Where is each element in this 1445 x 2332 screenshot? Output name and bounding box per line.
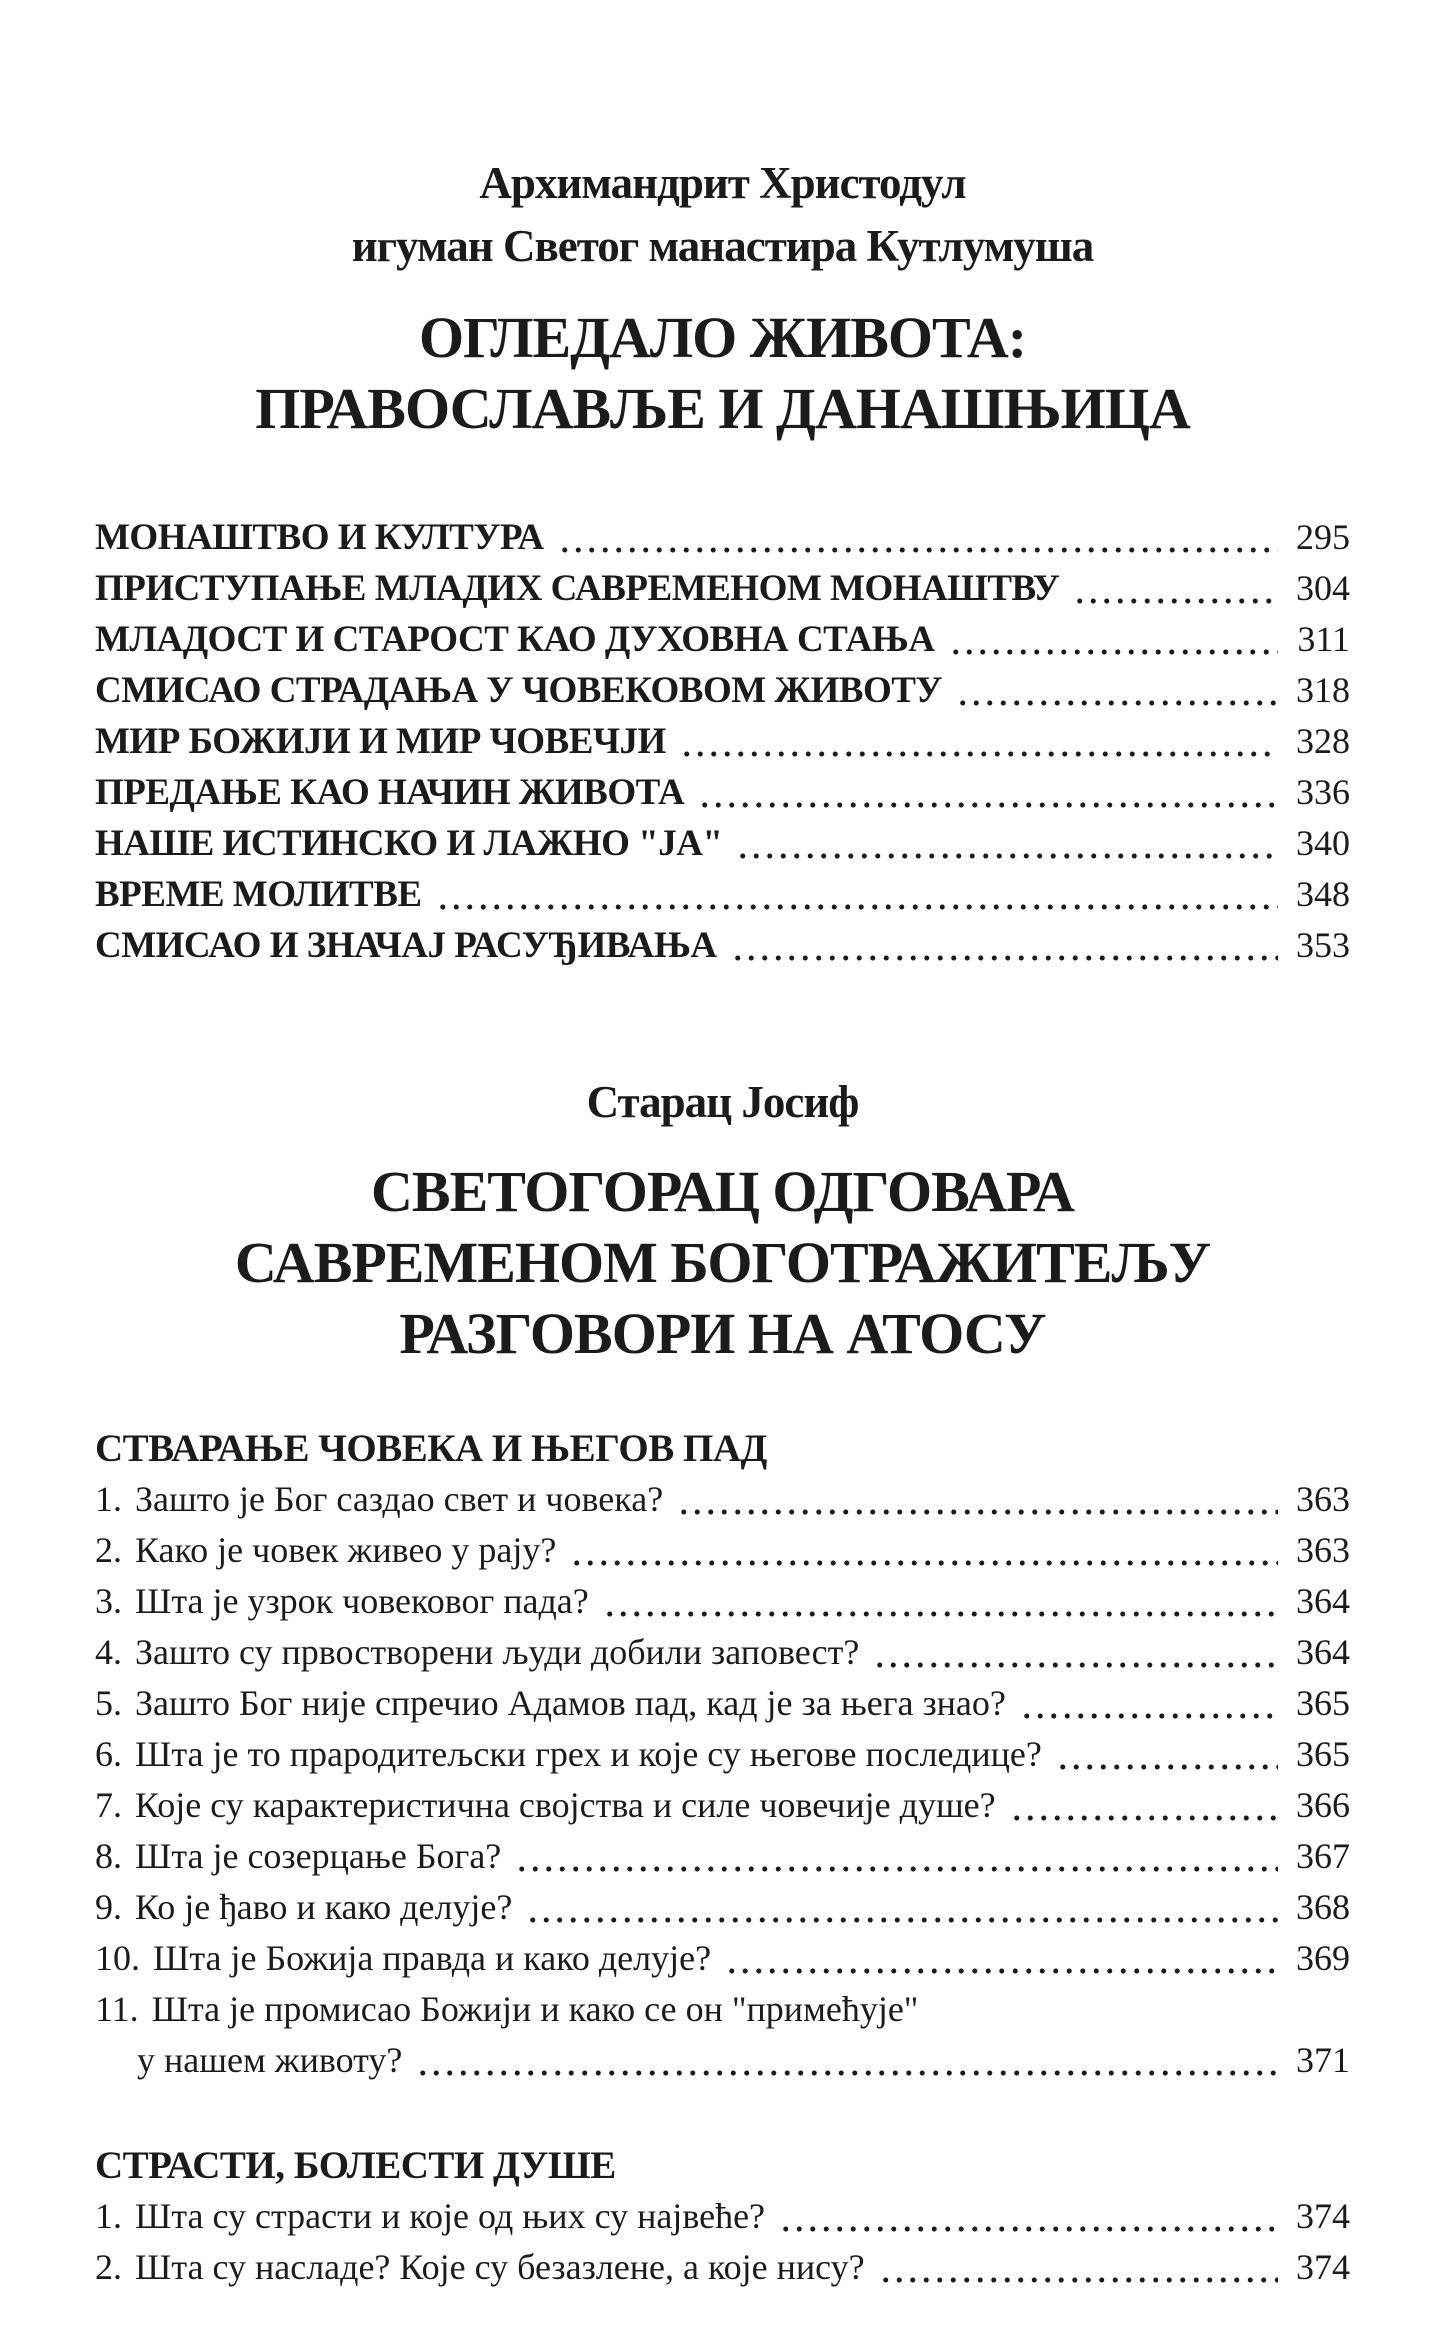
toc-entry-title: МОНАШТВО И КУЛТУРА (95, 517, 544, 558)
toc-entry-title: СМИСАО СТРАДАЊА У ЧОВЕКОВОМ ЖИВОТУ (95, 670, 943, 711)
question-page: 366 (1296, 1785, 1350, 1825)
book1-title-line2: ПРАВОСЛАВЉЕ И ДАНАШЊИЦА (255, 376, 1190, 441)
question-entry (95, 1882, 1350, 1933)
toc-entry-page: 295 (1296, 517, 1350, 557)
question-entry-continuation (95, 2035, 1350, 2086)
question-entry (95, 1729, 1350, 1780)
question-text-line2: у нашем животу? (137, 2040, 403, 2080)
toc-entry (95, 920, 1350, 971)
toc-entry-page: 311 (1297, 619, 1350, 659)
toc-entry-page: 340 (1296, 823, 1350, 863)
book1-title-line1: ОГЛЕДАЛО ЖИВОТА: (418, 305, 1027, 370)
question-page: 374 (1296, 2247, 1350, 2287)
question-page: 363 (1296, 1479, 1350, 1519)
question-number: 3. (95, 1581, 122, 1621)
book2-title-line1: СВЕТОГОРАЦ ОДГОВАРА (371, 1159, 1074, 1224)
toc-entry-title: МЛАДОСТ И СТАРОСТ КАО ДУХОВНА СТАЊА (95, 619, 935, 660)
question-text: Шта је то прародитељски грех и које су његове последице? (135, 1734, 1042, 1774)
toc-entry (95, 767, 1350, 818)
question-page: 365 (1296, 1683, 1350, 1723)
question-entry (95, 1525, 1350, 1576)
toc-entry-title: ВРЕМЕ МОЛИТВЕ (95, 874, 422, 915)
question-text: Шта је созерцање Бога? (135, 1836, 502, 1876)
toc-entry (95, 716, 1350, 767)
toc-entry (95, 614, 1350, 665)
dot-leader (436, 869, 1278, 920)
dot-leader (949, 614, 1278, 665)
dot-leader (570, 1525, 1278, 1576)
dot-leader (680, 716, 1278, 767)
dot-leader (873, 1627, 1278, 1678)
question-number: 5. (95, 1683, 122, 1723)
toc-entry (95, 512, 1350, 563)
toc-entry-page: 304 (1296, 568, 1350, 608)
question-entry (95, 1678, 1350, 1729)
dot-leader (1020, 1678, 1278, 1729)
question-page: 367 (1296, 1836, 1350, 1876)
book1-toc (95, 512, 1350, 971)
question-text: Које су карактеристична својства и силе човечије душе? (135, 1785, 996, 1825)
question-page: 374 (1296, 2196, 1350, 2236)
question-text: Зашто Бог није спречио Адамов пад, кад је за њега знао? (135, 1683, 1006, 1723)
dot-leader (526, 1882, 1278, 1933)
question-page: 368 (1296, 1887, 1350, 1927)
dot-leader (677, 1474, 1278, 1525)
question-page: 365 (1296, 1734, 1350, 1774)
question-page: 371 (1296, 2040, 1350, 2080)
dot-leader (1073, 563, 1278, 614)
toc-entry-page: 348 (1296, 874, 1350, 914)
question-page: 364 (1296, 1581, 1350, 1621)
toc-entry-title: СМИСАО И ЗНАЧАЈ РАСУЂИВАЊА (95, 925, 717, 966)
question-number: 9. (95, 1887, 122, 1927)
question-number: 6. (95, 1734, 122, 1774)
question-text: Шта је Божија правда и како делује? (153, 1938, 712, 1978)
question-text: Шта су насладе? Које су безазлене, а које нису? (135, 2247, 865, 2287)
section2-items (95, 2191, 1350, 2293)
toc-entry-page: 336 (1296, 772, 1350, 812)
question-page: 369 (1296, 1938, 1350, 1978)
book2-title (95, 1156, 1350, 1369)
question-number: 2. (95, 1530, 122, 1570)
toc-entry-title: ПРЕДАЊЕ КАО НАЧИН ЖИВОТА (95, 772, 685, 813)
question-entry (95, 1780, 1350, 1831)
question-text: Шта је промисао Божији и како се он "примећује" (151, 1989, 919, 2029)
dot-leader (725, 1933, 1278, 1984)
book1-header (95, 152, 1350, 444)
question-entry (95, 1627, 1350, 1678)
dot-leader (1010, 1780, 1278, 1831)
dot-leader (603, 1576, 1278, 1627)
toc-entry-page: 328 (1296, 721, 1350, 761)
dot-leader (879, 2242, 1278, 2293)
book2-author: Старац Јосиф (586, 1077, 859, 1127)
section1-heading: СТВАРАЊЕ ЧОВЕКА И ЊЕГОВ ПАД (95, 1427, 767, 1470)
question-text: Како је човек живео у рају? (135, 1530, 557, 1570)
question-text: Ко је ђаво и како делује? (135, 1887, 513, 1927)
toc-entry (95, 869, 1350, 920)
section2-heading: СТРАСТИ, БОЛЕСТИ ДУШЕ (95, 2144, 616, 2187)
question-number: 1. (95, 2196, 122, 2236)
book2-header (95, 1071, 1350, 1369)
book1-author-line1: Архимандрит Христодул (479, 158, 966, 208)
question-number: 2. (95, 2247, 122, 2287)
question-entry (95, 2242, 1350, 2293)
toc-entry-title: МИР БОЖИЈИ И МИР ЧОВЕЧЈИ (95, 721, 666, 762)
question-number: 7. (95, 1785, 122, 1825)
question-entry (95, 1576, 1350, 1627)
toc-entry (95, 563, 1350, 614)
question-entry (95, 1474, 1350, 1525)
question-text: Шта су страсти и које од њих су највеће? (135, 2196, 766, 2236)
dot-leader (698, 767, 1278, 818)
dot-leader (515, 1831, 1278, 1882)
book2-title-line2: САВРЕМЕНОМ БОГОТРАЖИТЕЉУ (234, 1230, 1211, 1295)
dot-leader (731, 920, 1278, 971)
dot-leader (1056, 1729, 1278, 1780)
toc-entry-title: НАШЕ ИСТИНСКО И ЛАЖНО "ЈА" (95, 823, 723, 864)
question-text: Зашто су првостворени људи добили заповест? (135, 1632, 860, 1672)
book1-author-line2: игуман Светог манастира Кутлумуша (351, 221, 1094, 271)
question-number: 8. (95, 1836, 122, 1876)
toc-entry (95, 665, 1350, 716)
toc-entry-page: 318 (1296, 670, 1350, 710)
question-number: 4. (95, 1632, 122, 1672)
book1-title (95, 302, 1350, 444)
dot-leader (736, 818, 1278, 869)
question-entry (95, 1984, 1350, 2035)
question-text: Зашто је Бог саздао свет и човека? (135, 1479, 664, 1519)
question-page: 364 (1296, 1632, 1350, 1672)
question-number: 11. (95, 1989, 139, 2029)
question-entry (95, 1831, 1350, 1882)
toc-entry-title: ПРИСТУПАЊЕ МЛАДИХ САВРЕМЕНОМ МОНАШТВУ (95, 568, 1060, 609)
dot-leader (416, 2035, 1278, 2086)
dot-leader (779, 2191, 1278, 2242)
question-entry (95, 1933, 1350, 1984)
book2-title-line3: РАЗГОВОРИ НА АТОСУ (399, 1301, 1046, 1366)
question-text: Шта је узрок човековог пада? (135, 1581, 589, 1621)
toc-entry (95, 818, 1350, 869)
section1-items (95, 1474, 1350, 2086)
question-entry (95, 2191, 1350, 2242)
question-page: 363 (1296, 1530, 1350, 1570)
question-number: 1. (95, 1479, 122, 1519)
dot-leader (558, 512, 1278, 563)
question-number: 10. (95, 1938, 140, 1978)
dot-leader (956, 665, 1278, 716)
toc-entry-page: 353 (1296, 925, 1350, 965)
